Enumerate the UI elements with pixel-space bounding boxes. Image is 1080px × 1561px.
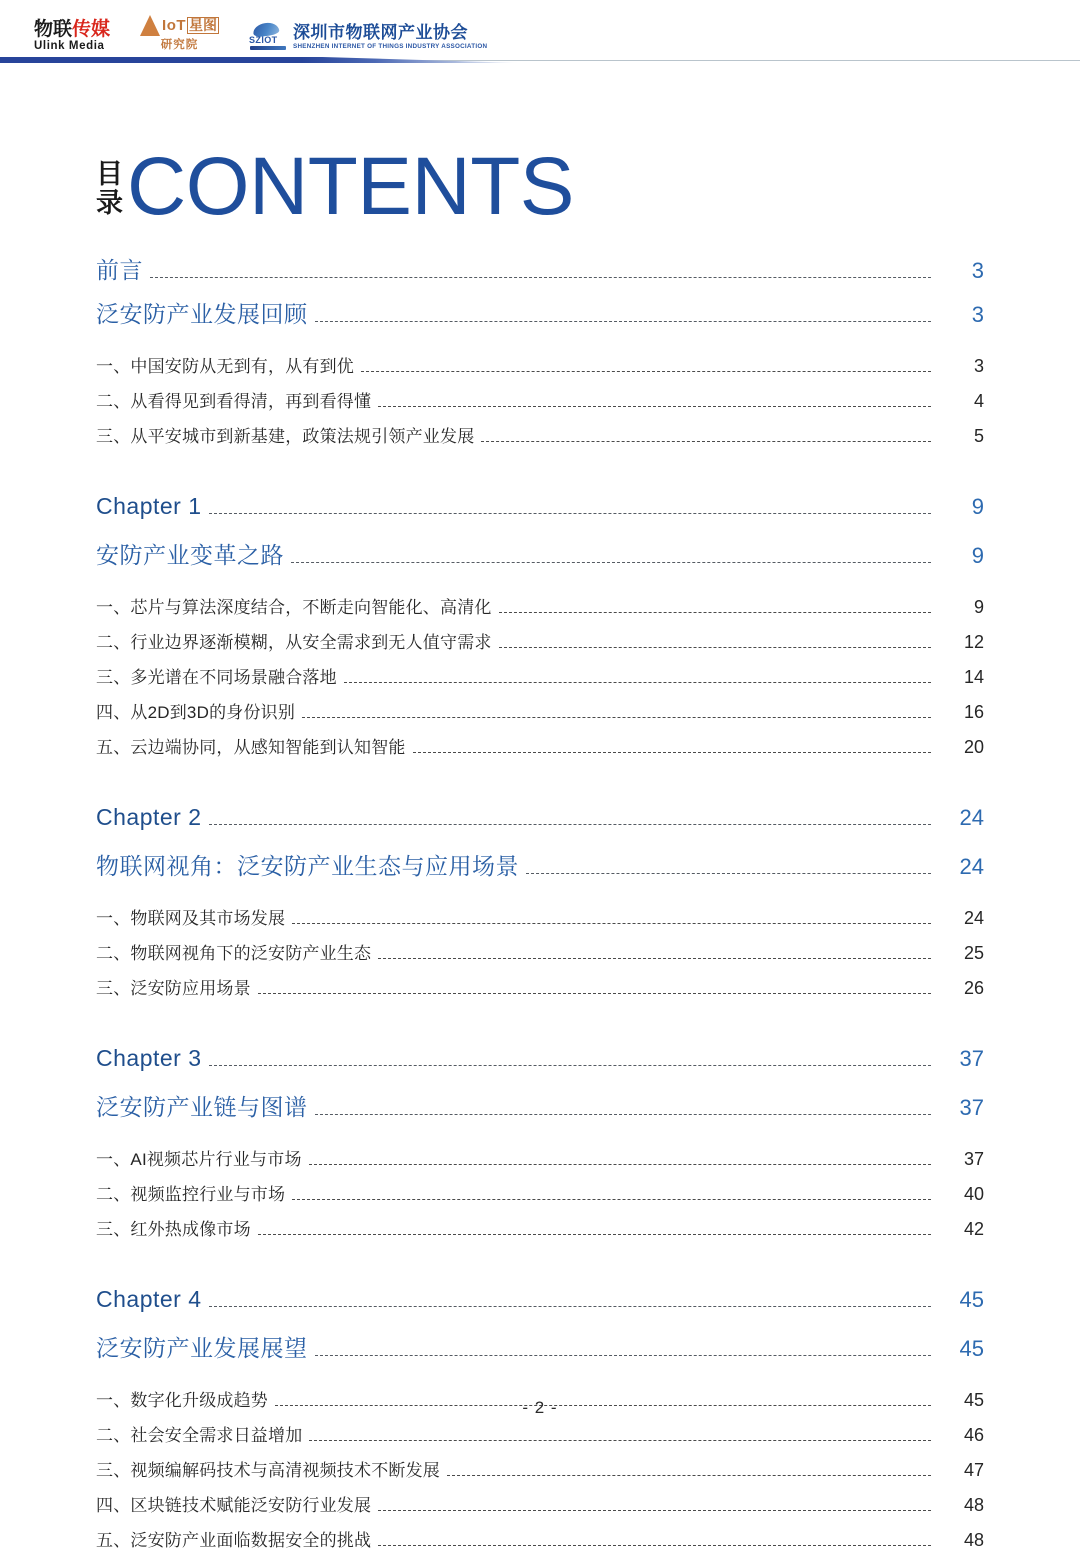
toc-entry-label: 二、行业边界逐渐模糊，从安全需求到无人值守需求 bbox=[96, 633, 492, 652]
toc-entry-page-number: 24 bbox=[959, 854, 984, 879]
sziot-association-logo bbox=[249, 22, 487, 52]
sziot-logo-cn: 深圳市物联网产业协会 bbox=[293, 22, 469, 42]
toc-leader-dots bbox=[150, 277, 931, 278]
toc-entry-label: Chapter 2 bbox=[96, 804, 202, 830]
toc-subgroup-gap bbox=[96, 1374, 984, 1386]
toc-entry-page-number: 45 bbox=[959, 1287, 984, 1312]
toc-entry-label: 四、区块链技术赋能泛安防行业发展 bbox=[96, 1496, 372, 1515]
toc-entry[interactable] bbox=[96, 1526, 984, 1561]
toc-leader-dots bbox=[378, 958, 931, 959]
toc-group-gap bbox=[96, 768, 984, 804]
toc-entry-page-number: 48 bbox=[963, 1495, 984, 1515]
toc-entry[interactable] bbox=[96, 1491, 984, 1526]
toc-leader-dots bbox=[291, 562, 931, 563]
ulink-media-logo bbox=[34, 20, 110, 53]
toc-entry[interactable] bbox=[96, 804, 984, 848]
sziot-mark-text: SZIOT bbox=[249, 35, 278, 45]
toc-entry[interactable] bbox=[96, 352, 984, 387]
toc-entry[interactable] bbox=[96, 939, 984, 974]
toc-subgroup-gap bbox=[96, 892, 984, 904]
aiot-logo-top bbox=[140, 15, 219, 36]
toc-entry-label: 三、从平安城市到新基建，政策法规引领产业发展 bbox=[96, 427, 475, 446]
toc-leader-dots bbox=[315, 1114, 932, 1115]
toc-entry[interactable] bbox=[96, 1045, 984, 1089]
group-preface bbox=[96, 252, 984, 457]
toc-entry[interactable] bbox=[96, 1421, 984, 1456]
toc-entry-label: 四、从2D到3D的身份识别 bbox=[96, 703, 296, 722]
toc-entry-page-number: 5 bbox=[973, 426, 984, 446]
toc-leader-dots bbox=[378, 1510, 931, 1511]
toc-entry[interactable] bbox=[96, 593, 984, 628]
toc-entry-label: 二、社会安全需求日益增加 bbox=[96, 1426, 303, 1445]
toc-entry-page-number: 45 bbox=[963, 1390, 984, 1410]
page-number: - 2 - bbox=[522, 1398, 558, 1417]
toc-entry-page-number: 37 bbox=[959, 1095, 984, 1120]
toc-entry[interactable] bbox=[96, 252, 984, 296]
toc-leader-dots bbox=[315, 1355, 932, 1356]
toc-entry[interactable] bbox=[96, 296, 984, 340]
toc-entry-label: 一、中国安防从无到有，从有到优 bbox=[96, 357, 354, 376]
toc-entry-page-number: 45 bbox=[959, 1336, 984, 1361]
toc-entry-page-number: 24 bbox=[959, 805, 984, 830]
toc-leader-dots bbox=[413, 752, 931, 753]
toc-entry-page-number: 9 bbox=[971, 543, 984, 568]
toc-entry-page-number: 20 bbox=[963, 737, 984, 757]
toc-leader-dots bbox=[302, 717, 931, 718]
toc-entry-label: 物联网视角：泛安防产业生态与应用场景 bbox=[96, 853, 519, 879]
toc-entry-label: 一、物联网及其市场发展 bbox=[96, 909, 286, 928]
toc-leader-dots bbox=[447, 1475, 931, 1476]
toc-entry-label: 二、物联网视角下的泛安防产业生态 bbox=[96, 944, 372, 963]
toc-subgroup-gap bbox=[96, 1133, 984, 1145]
page-title-cn-char-1: 目 bbox=[96, 158, 123, 189]
toc-leader-dots bbox=[309, 1164, 931, 1165]
toc-entry-page-number: 40 bbox=[963, 1184, 984, 1204]
sziot-logo-text bbox=[293, 24, 487, 50]
toc-entry[interactable] bbox=[96, 698, 984, 733]
toc-entry-label: 泛安防产业发展回顾 bbox=[96, 301, 308, 327]
toc-entry-page-number: 4 bbox=[973, 391, 984, 411]
toc-entry-label: 五、云边端协同，从感知智能到认知智能 bbox=[96, 738, 406, 757]
toc-entry-label: 泛安防产业发展展望 bbox=[96, 1335, 308, 1361]
toc-group-gap bbox=[96, 457, 984, 493]
toc-entry-page-number: 9 bbox=[973, 597, 984, 617]
toc-group-gap bbox=[96, 1250, 984, 1286]
toc-entry[interactable] bbox=[96, 974, 984, 1009]
toc-entry-page-number: 46 bbox=[963, 1425, 984, 1445]
toc-entry-label: 五、泛安防产业面临数据安全的挑战 bbox=[96, 1531, 372, 1550]
aiot-logo-boxed: 星图 bbox=[189, 16, 218, 33]
toc-leader-dots bbox=[292, 1199, 931, 1200]
toc-leader-dots bbox=[258, 1234, 931, 1235]
logo-strip bbox=[34, 12, 487, 52]
ulink-media-logo-cn-part2: 传媒 bbox=[72, 18, 111, 40]
group-chapter-1 bbox=[96, 493, 984, 768]
toc-entry[interactable] bbox=[96, 387, 984, 422]
toc-entry-page-number: 3 bbox=[973, 356, 984, 376]
toc-leader-dots bbox=[209, 1065, 931, 1066]
toc-leader-dots bbox=[209, 513, 931, 514]
toc-entry[interactable] bbox=[96, 733, 984, 768]
toc-entry-page-number: 48 bbox=[963, 1530, 984, 1550]
toc-leader-dots bbox=[378, 1545, 931, 1546]
toc-subgroup-gap bbox=[96, 581, 984, 593]
toc-entry-page-number: 42 bbox=[963, 1219, 984, 1239]
toc-entry[interactable] bbox=[96, 904, 984, 939]
sziot-bar-icon bbox=[250, 46, 286, 50]
aiot-logo-sub: 研究院 bbox=[160, 38, 199, 51]
toc-entry[interactable] bbox=[96, 1286, 984, 1330]
toc-leader-dots bbox=[258, 993, 931, 994]
toc-entry-label: 三、视频编解码技术与高清视频技术不断发展 bbox=[96, 1461, 440, 1480]
toc-entry-page-number: 9 bbox=[971, 494, 984, 519]
toc-entry-label: Chapter 3 bbox=[96, 1045, 202, 1071]
toc-entry-page-number: 37 bbox=[963, 1149, 984, 1169]
toc-entry-label: Chapter 1 bbox=[96, 493, 202, 519]
toc-entry[interactable] bbox=[96, 422, 984, 457]
toc-leader-dots bbox=[361, 371, 931, 372]
toc-leader-dots bbox=[209, 824, 931, 825]
toc-entry-page-number: 26 bbox=[963, 978, 984, 998]
ulink-media-logo-en: Ulink Media bbox=[34, 39, 105, 52]
toc-entry[interactable] bbox=[96, 663, 984, 698]
page-title-cn bbox=[96, 160, 123, 218]
toc-entry-label: 二、从看得见到看得清，再到看得懂 bbox=[96, 392, 372, 411]
toc-leader-dots bbox=[378, 406, 931, 407]
group-chapter-3 bbox=[96, 1045, 984, 1250]
toc-entry-page-number: 16 bbox=[963, 702, 984, 722]
page-title-en: CONTENTS bbox=[127, 140, 574, 232]
triangle-a-icon bbox=[140, 15, 160, 36]
toc-entry-page-number: 3 bbox=[971, 258, 984, 283]
table-of-contents bbox=[96, 252, 984, 1561]
toc-leader-dots bbox=[315, 321, 932, 322]
toc-entry[interactable] bbox=[96, 628, 984, 663]
page-header bbox=[0, 0, 1080, 66]
group-chapter-4 bbox=[96, 1286, 984, 1561]
toc-entry[interactable] bbox=[96, 1330, 984, 1374]
toc-leader-dots bbox=[344, 682, 931, 683]
sziot-mark-icon bbox=[249, 22, 287, 52]
aiot-logo-word: IoT bbox=[162, 16, 187, 34]
toc-entry[interactable] bbox=[96, 493, 984, 537]
toc-entry-label: 二、视频监控行业与市场 bbox=[96, 1185, 286, 1204]
toc-entry-page-number: 12 bbox=[963, 632, 984, 652]
toc-entry-label: 三、红外热成像市场 bbox=[96, 1220, 251, 1239]
toc-entry-page-number: 24 bbox=[963, 908, 984, 928]
toc-entry[interactable] bbox=[96, 1215, 984, 1250]
toc-leader-dots bbox=[499, 647, 931, 648]
toc-entry-label: 三、多光谱在不同场景融合落地 bbox=[96, 668, 337, 687]
toc-entry-label: 一、数字化升级成趋势 bbox=[96, 1391, 268, 1410]
toc-entry[interactable] bbox=[96, 1456, 984, 1491]
toc-leader-dots bbox=[526, 873, 931, 874]
toc-entry-label: Chapter 4 bbox=[96, 1286, 202, 1312]
toc-entry-label: 泛安防产业链与图谱 bbox=[96, 1094, 308, 1120]
toc-leader-dots bbox=[481, 441, 931, 442]
toc-leader-dots bbox=[292, 923, 931, 924]
toc-leader-dots bbox=[309, 1440, 931, 1441]
sziot-logo-en: SHENZHEN INTERNET OF THINGS INDUSTRY ASSOCIATION bbox=[293, 42, 488, 50]
toc-entry[interactable] bbox=[96, 1180, 984, 1215]
toc-entry-label: 安防产业变革之路 bbox=[96, 542, 284, 568]
toc-entry[interactable] bbox=[96, 1145, 984, 1180]
page-title-cn-char-2: 录 bbox=[96, 187, 123, 218]
page-title bbox=[96, 128, 574, 232]
ulink-media-logo-cn-part1: 物联 bbox=[34, 18, 73, 40]
toc-group-gap bbox=[96, 1009, 984, 1045]
toc-entry[interactable] bbox=[96, 537, 984, 581]
toc-entry[interactable] bbox=[96, 848, 984, 892]
toc-entry-label: 一、芯片与算法深度结合，不断走向智能化、高清化 bbox=[96, 598, 492, 617]
toc-entry-page-number: 3 bbox=[971, 302, 984, 327]
toc-leader-dots bbox=[209, 1306, 931, 1307]
toc-subgroup-gap bbox=[96, 340, 984, 352]
toc-entry-page-number: 25 bbox=[963, 943, 984, 963]
aiot-research-institute-logo bbox=[140, 15, 219, 52]
toc-leader-dots bbox=[499, 612, 931, 613]
toc-entry-page-number: 14 bbox=[963, 667, 984, 687]
toc-entry[interactable] bbox=[96, 1089, 984, 1133]
header-divider bbox=[0, 56, 1080, 64]
toc-entry-label: 三、泛安防应用场景 bbox=[96, 979, 251, 998]
page-footer bbox=[0, 1398, 1080, 1418]
toc-entry-page-number: 47 bbox=[963, 1460, 984, 1480]
toc-entry-page-number: 37 bbox=[959, 1046, 984, 1071]
ulink-media-logo-cn bbox=[34, 20, 110, 39]
toc-entry-label: 前言 bbox=[96, 257, 143, 283]
toc-entry-label: 一、AI视频芯片行业与市场 bbox=[96, 1150, 302, 1169]
group-chapter-2 bbox=[96, 804, 984, 1009]
